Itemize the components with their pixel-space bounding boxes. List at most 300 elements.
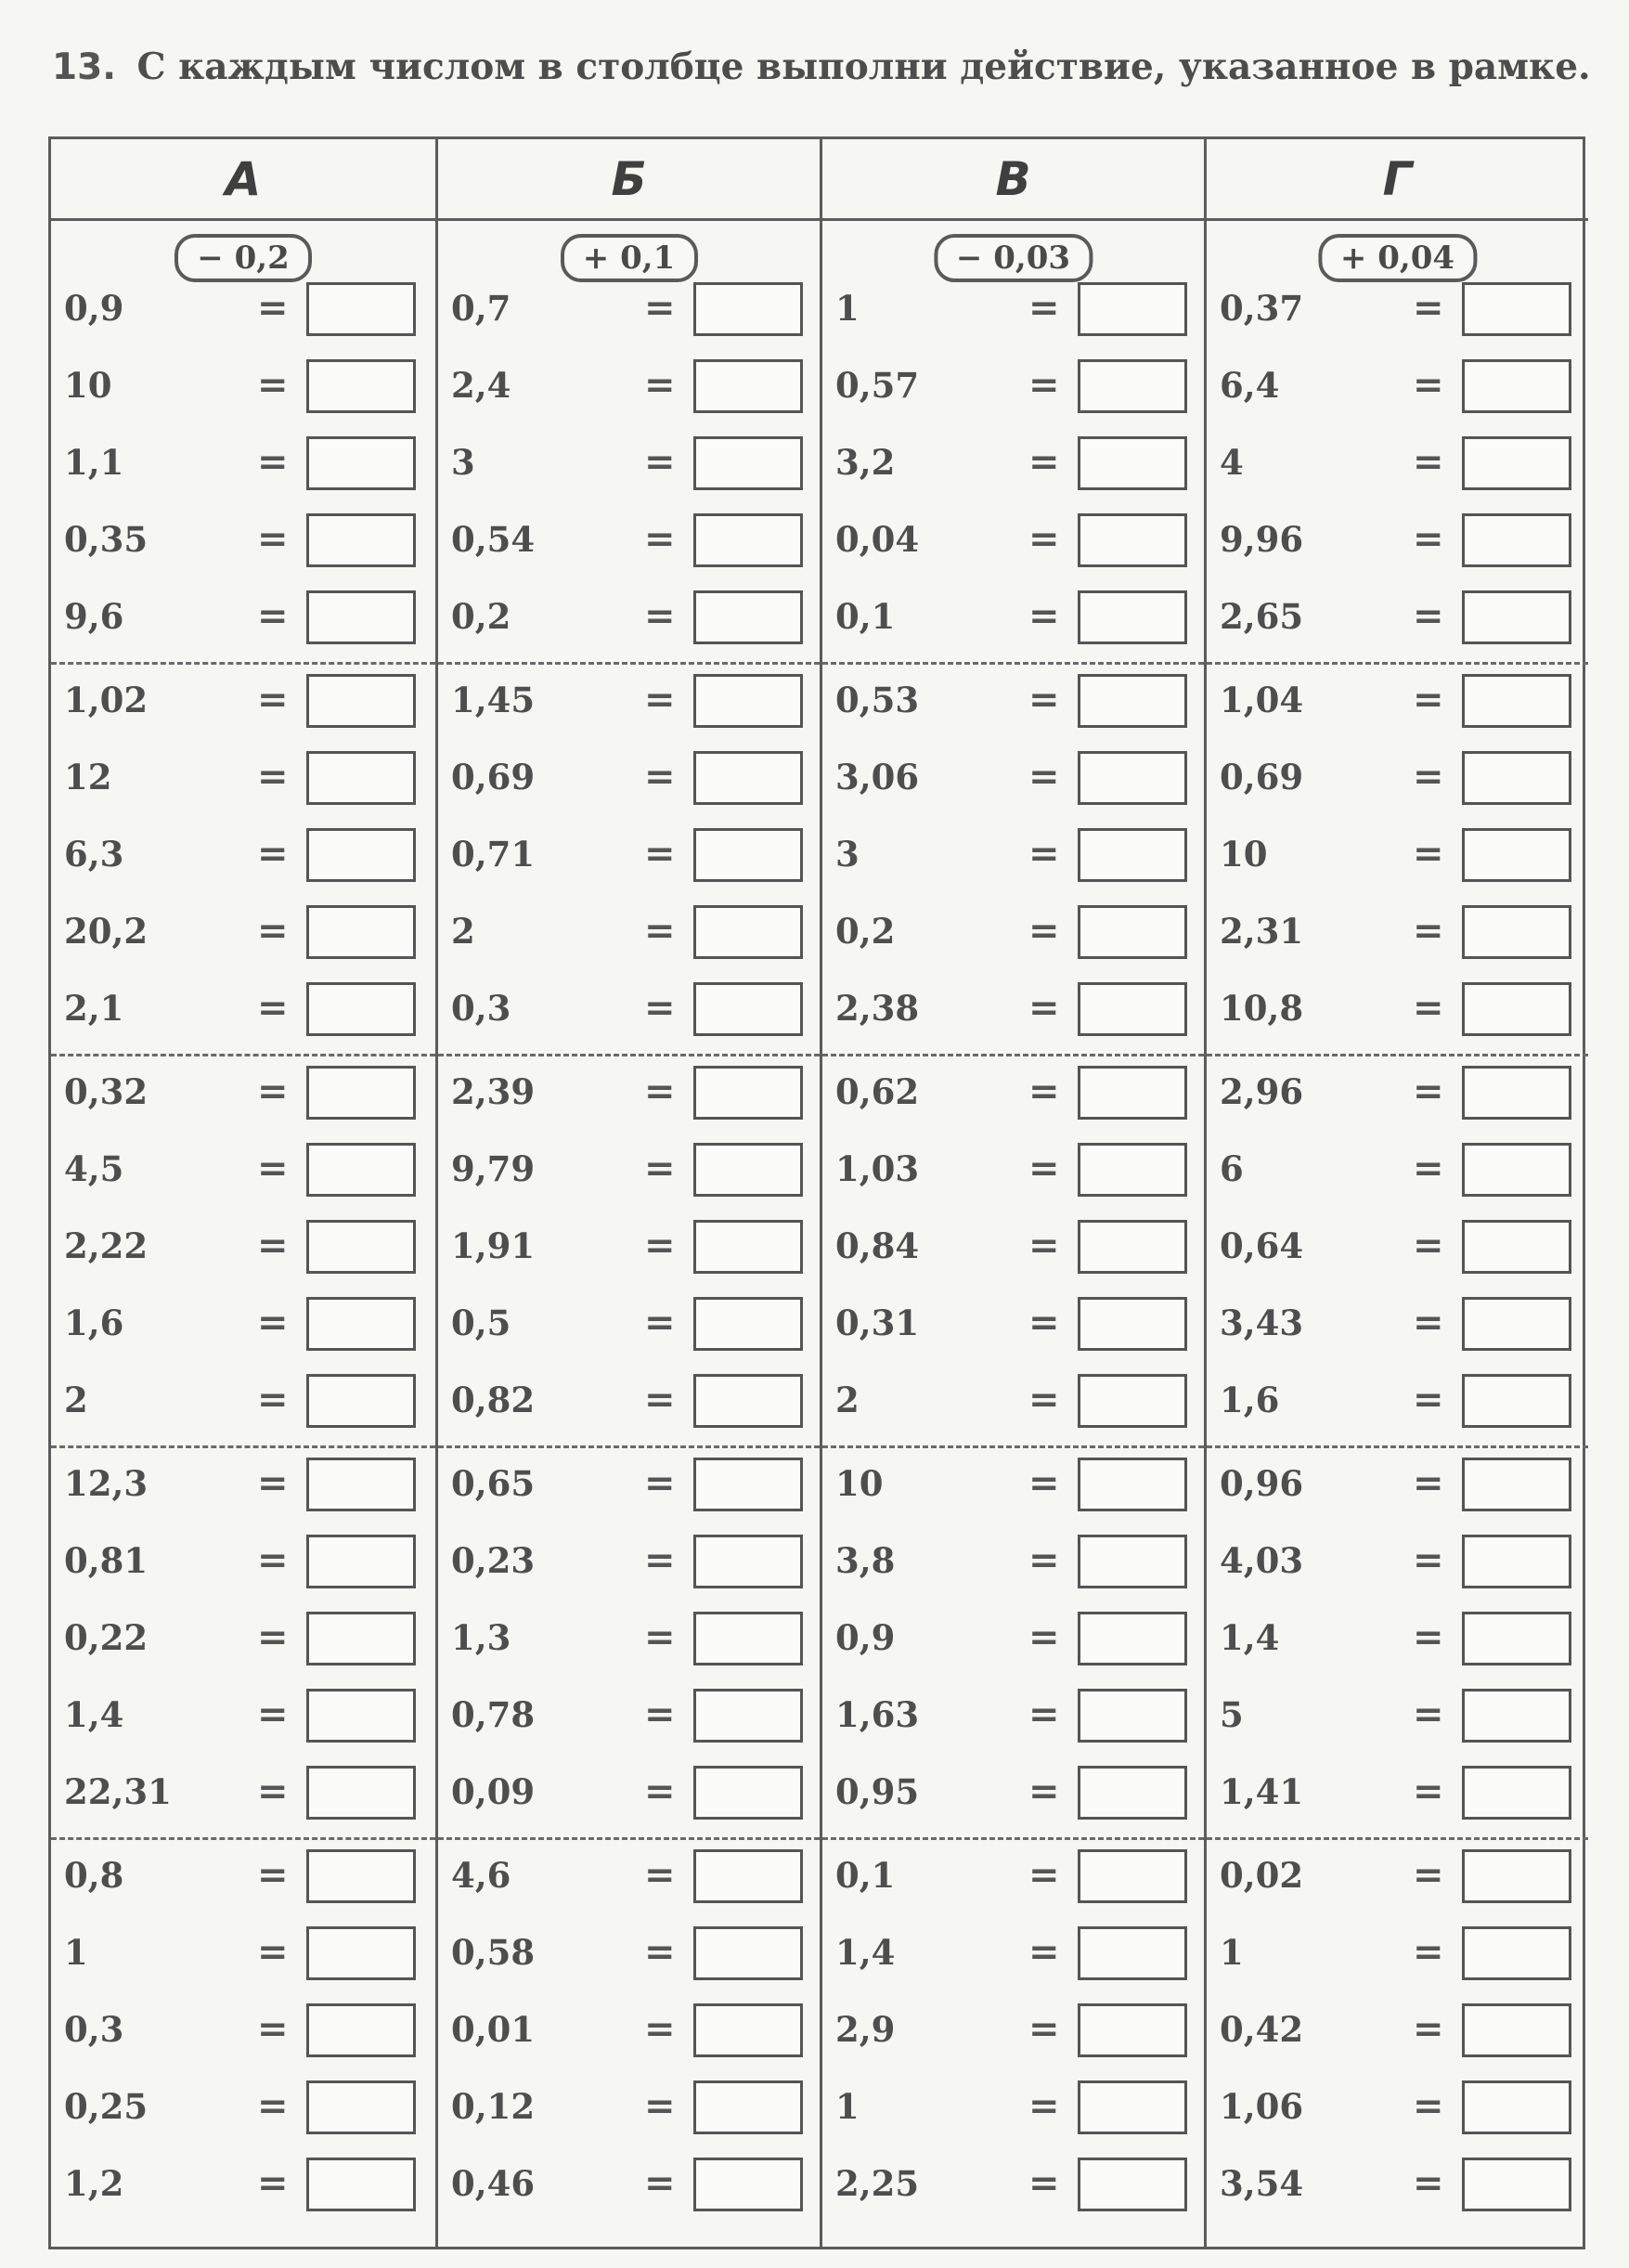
exercise-row [51, 744, 435, 821]
operand-value: 0,04 [835, 519, 920, 560]
equals-sign: = [644, 678, 676, 721]
operand-value: 1,02 [64, 680, 149, 720]
answer-box[interactable] [693, 513, 803, 567]
equals-sign: = [1413, 1224, 1444, 1267]
answer-box[interactable] [1078, 1766, 1187, 1820]
equals-sign: = [644, 1069, 676, 1113]
equals-sign: = [644, 440, 676, 484]
operand-value: 0,78 [451, 1694, 536, 1735]
exercise-row [438, 583, 820, 660]
answer-box[interactable] [1078, 282, 1187, 336]
operand-value: 2,25 [835, 2163, 920, 2204]
exercise-row [51, 352, 435, 429]
answer-box[interactable] [1078, 674, 1187, 728]
row-group [1207, 1445, 1588, 1835]
exercise-row [438, 1450, 820, 1527]
operand-value: 3 [835, 834, 860, 875]
exercise-row [822, 2073, 1204, 2150]
equals-sign: = [1028, 2161, 1060, 2205]
answer-box[interactable] [1462, 1689, 1571, 1743]
operand-value: 0,09 [451, 1771, 536, 1812]
exercise-row [438, 2150, 820, 2227]
operand-value: 0,1 [835, 1855, 896, 1896]
exercise-row [438, 1996, 820, 2073]
equals-sign: = [257, 594, 289, 638]
operand-value: 4,5 [64, 1148, 124, 1189]
answer-box[interactable] [1078, 1143, 1187, 1197]
row-group [438, 1445, 820, 1835]
exercise-row [822, 1212, 1204, 1290]
equals-sign: = [257, 1224, 289, 1267]
answer-box[interactable] [693, 1849, 803, 1903]
equals-sign: = [1413, 1461, 1444, 1505]
operand-value: 1 [835, 288, 860, 329]
answer-box[interactable] [1462, 282, 1571, 336]
column-header: В [822, 139, 1204, 221]
operand-value: 1,4 [64, 1694, 124, 1735]
exercise-row [438, 429, 820, 506]
answer-box[interactable] [306, 1612, 416, 1665]
answer-box[interactable] [693, 751, 803, 805]
answer-box[interactable] [306, 982, 416, 1036]
operand-value: 1,06 [1220, 2086, 1304, 2127]
operand-value: 0,46 [451, 2163, 536, 2204]
equals-sign: = [644, 1769, 676, 1813]
exercise-row [51, 1135, 435, 1212]
exercise-row [438, 1135, 820, 1212]
answer-box[interactable] [1078, 751, 1187, 805]
exercise-row [1207, 667, 1588, 744]
operand-value: 1,04 [1220, 680, 1304, 720]
answer-box[interactable] [306, 751, 416, 805]
row-group [438, 1054, 820, 1444]
row-group [822, 1445, 1204, 1835]
operand-value: 12 [64, 757, 112, 797]
exercise-row [438, 1058, 820, 1135]
operand-value: 2,65 [1220, 596, 1304, 637]
operand-value: 0,84 [835, 1225, 920, 1266]
answer-box[interactable] [1462, 1297, 1571, 1351]
operand-value: 0,57 [835, 365, 920, 406]
answer-box[interactable] [693, 1297, 803, 1351]
answer-box[interactable] [1462, 1612, 1571, 1665]
answer-box[interactable] [693, 1535, 803, 1588]
exercise-row [438, 667, 820, 744]
row-group [51, 1837, 435, 2227]
equals-sign: = [644, 1853, 676, 1897]
equals-sign: = [644, 2007, 676, 2051]
operand-value: 1,3 [451, 1617, 511, 1658]
equals-sign: = [1413, 1615, 1444, 1659]
equals-sign: = [1413, 2161, 1444, 2205]
answer-box[interactable] [306, 1926, 416, 1980]
row-group [822, 275, 1204, 660]
exercise-row [822, 352, 1204, 429]
answer-box[interactable] [1462, 1766, 1571, 1820]
row-group [1207, 1837, 1588, 2227]
answer-box[interactable] [306, 513, 416, 567]
exercise-row [822, 583, 1204, 660]
equals-sign: = [1028, 1769, 1060, 1813]
answer-box[interactable] [1078, 1612, 1187, 1665]
answer-box[interactable] [306, 590, 416, 644]
equals-sign: = [1028, 286, 1060, 330]
answer-box[interactable] [1462, 513, 1571, 567]
exercise-row [51, 1367, 435, 1444]
operand-value: 0,32 [64, 1071, 149, 1112]
answer-box[interactable] [1462, 1143, 1571, 1197]
answer-box[interactable] [693, 1143, 803, 1197]
row-group [822, 1837, 1204, 2227]
exercise-row [822, 1367, 1204, 1444]
exercise-row [1207, 744, 1588, 821]
answer-box[interactable] [693, 1458, 803, 1511]
equals-sign: = [1413, 1930, 1444, 1974]
exercise-row [51, 506, 435, 583]
exercise-row [438, 1604, 820, 1681]
column-header: А [51, 139, 435, 221]
answer-box[interactable] [306, 1297, 416, 1351]
equals-sign: = [644, 594, 676, 638]
answer-box[interactable] [1078, 2003, 1187, 2057]
answer-box[interactable] [1462, 1926, 1571, 1980]
equals-sign: = [1028, 2007, 1060, 2051]
answer-box[interactable] [306, 2080, 416, 2134]
answer-box[interactable] [306, 1458, 416, 1511]
answer-box[interactable] [693, 1766, 803, 1820]
equals-sign: = [644, 2161, 676, 2205]
answer-box[interactable] [306, 1535, 416, 1588]
column-header: Б [438, 139, 820, 221]
answer-box[interactable] [693, 1689, 803, 1743]
operand-value: 0,3 [451, 988, 511, 1029]
equals-sign: = [1028, 1615, 1060, 1659]
answer-box[interactable] [1078, 2080, 1187, 2134]
equals-sign: = [257, 1692, 289, 1736]
answer-box[interactable] [1462, 1849, 1571, 1903]
operand-value: 2,38 [835, 988, 920, 1029]
answer-box[interactable] [1462, 828, 1571, 882]
exercise-row [438, 1842, 820, 1919]
equals-sign: = [257, 1538, 289, 1582]
answer-box[interactable] [1462, 905, 1571, 959]
operand-value: 2,1 [64, 988, 124, 1029]
equals-sign: = [1413, 1538, 1444, 1582]
answer-box[interactable] [306, 1766, 416, 1820]
answer-box[interactable] [1078, 1535, 1187, 1588]
equals-sign: = [644, 1615, 676, 1659]
operand-value: 6,4 [1220, 365, 1280, 406]
operand-value: 0,2 [835, 911, 896, 952]
row-group [1207, 275, 1588, 660]
answer-box[interactable] [693, 282, 803, 336]
answer-box[interactable] [306, 359, 416, 413]
operand-value: 3,06 [835, 757, 920, 797]
operand-value: 3 [451, 442, 475, 483]
exercise-row [51, 667, 435, 744]
exercise-row [822, 1842, 1204, 1919]
exercise-row [438, 898, 820, 975]
equals-sign: = [644, 832, 676, 875]
equals-sign: = [257, 1461, 289, 1505]
exercise-row [822, 2150, 1204, 2227]
answer-box[interactable] [1462, 751, 1571, 805]
equals-sign: = [1028, 986, 1060, 1030]
equals-sign: = [644, 1930, 676, 1974]
exercise-row [1207, 1058, 1588, 1135]
answer-box[interactable] [1462, 2158, 1571, 2211]
answer-box[interactable] [1462, 2003, 1571, 2057]
answer-box[interactable] [1078, 1066, 1187, 1120]
answer-box[interactable] [693, 436, 803, 490]
row-group [51, 1445, 435, 1835]
equals-sign: = [1028, 1069, 1060, 1113]
answer-box[interactable] [693, 1612, 803, 1665]
equals-sign: = [1028, 1378, 1060, 1421]
operand-value: 0,42 [1220, 2009, 1304, 2050]
column-2 [820, 139, 1204, 2247]
exercise-row [438, 1919, 820, 1996]
operand-value: 0,8 [64, 1855, 124, 1896]
answer-box[interactable] [306, 1689, 416, 1743]
exercise-row [1207, 821, 1588, 898]
exercise-row [1207, 2073, 1588, 2150]
equals-sign: = [257, 286, 289, 330]
answer-box[interactable] [306, 905, 416, 959]
exercise-row [51, 1212, 435, 1290]
answer-box[interactable] [306, 1143, 416, 1197]
operand-value: 2 [451, 911, 475, 952]
equals-sign: = [257, 755, 289, 798]
row-group [1207, 1054, 1588, 1444]
answer-box[interactable] [1462, 436, 1571, 490]
operand-value: 9,96 [1220, 519, 1304, 560]
operand-value: 0,37 [1220, 288, 1304, 329]
operand-value: 9,6 [64, 596, 124, 637]
equals-sign: = [1028, 1692, 1060, 1736]
answer-box[interactable] [306, 1849, 416, 1903]
equals-sign: = [257, 2161, 289, 2205]
equals-sign: = [1028, 755, 1060, 798]
operand-value: 1,41 [1220, 1771, 1304, 1812]
answer-box[interactable] [693, 1066, 803, 1120]
answer-box[interactable] [693, 2080, 803, 2134]
operand-value: 2,39 [451, 1071, 536, 1112]
operand-value: 3,43 [1220, 1302, 1304, 1343]
operand-value: 0,54 [451, 519, 536, 560]
operand-value: 0,95 [835, 1771, 920, 1812]
exercise-row [822, 975, 1204, 1052]
equals-sign: = [1413, 286, 1444, 330]
exercise-row [438, 1212, 820, 1290]
answer-box[interactable] [693, 2003, 803, 2057]
answer-box[interactable] [693, 982, 803, 1036]
answer-box[interactable] [1078, 982, 1187, 1036]
answer-box[interactable] [693, 828, 803, 882]
answer-box[interactable] [306, 436, 416, 490]
equals-sign: = [257, 363, 289, 407]
operand-value: 1,03 [835, 1148, 920, 1189]
answer-box[interactable] [1462, 674, 1571, 728]
equals-sign: = [1028, 440, 1060, 484]
operand-value: 0,5 [451, 1302, 511, 1343]
operand-value: 0,69 [1220, 757, 1304, 797]
exercise-row [822, 898, 1204, 975]
answer-box[interactable] [1462, 1066, 1571, 1120]
exercise-row [1207, 2150, 1588, 2227]
equals-sign: = [1028, 678, 1060, 721]
answer-box[interactable] [1078, 1220, 1187, 1274]
answer-box[interactable] [1078, 359, 1187, 413]
answer-box[interactable] [306, 2003, 416, 2057]
operand-value: 0,2 [451, 596, 511, 637]
answer-box[interactable] [693, 590, 803, 644]
answer-box[interactable] [1462, 590, 1571, 644]
operation-frame: + 0,1 [561, 234, 698, 282]
answer-box[interactable] [1078, 1374, 1187, 1428]
answer-box[interactable] [693, 359, 803, 413]
answer-box[interactable] [306, 2158, 416, 2211]
equals-sign: = [1413, 832, 1444, 875]
equals-sign: = [1413, 1147, 1444, 1190]
operand-value: 1,4 [1220, 1617, 1280, 1658]
answer-box[interactable] [1078, 1297, 1187, 1351]
equals-sign: = [257, 2084, 289, 2128]
equals-sign: = [1413, 1853, 1444, 1897]
operand-value: 0,65 [451, 1463, 536, 1504]
operand-value: 0,02 [1220, 1855, 1304, 1896]
exercise-row [438, 975, 820, 1052]
operand-value: 10,8 [1220, 988, 1304, 1029]
equals-sign: = [257, 1769, 289, 1813]
exercise-row [1207, 1842, 1588, 1919]
operand-value: 0,01 [451, 2009, 536, 2050]
operand-value: 0,1 [835, 596, 896, 637]
exercise-row [822, 1290, 1204, 1367]
answer-box[interactable] [1078, 1926, 1187, 1980]
equals-sign: = [1028, 1538, 1060, 1582]
equals-sign: = [1028, 517, 1060, 561]
answer-box[interactable] [693, 905, 803, 959]
exercise-row [51, 2150, 435, 2227]
answer-box[interactable] [1078, 828, 1187, 882]
exercise-row [1207, 1450, 1588, 1527]
equals-sign: = [1028, 1461, 1060, 1505]
answer-box[interactable] [1078, 590, 1187, 644]
exercise-row [438, 1527, 820, 1604]
operand-value: 1,2 [64, 2163, 124, 2204]
answer-box[interactable] [1078, 436, 1187, 490]
answer-box[interactable] [1078, 2158, 1187, 2211]
equals-sign: = [257, 1301, 289, 1344]
equals-sign: = [644, 1378, 676, 1421]
answer-box[interactable] [693, 1220, 803, 1274]
answer-box[interactable] [1462, 982, 1571, 1036]
operand-value: 0,35 [64, 519, 149, 560]
row-group [438, 662, 820, 1052]
operand-value: 0,3 [64, 2009, 124, 2050]
exercise-row [1207, 352, 1588, 429]
exercise-row [51, 429, 435, 506]
answer-box[interactable] [693, 1926, 803, 1980]
answer-box[interactable] [693, 1374, 803, 1428]
worksheet-table [48, 136, 1585, 2249]
operand-value: 6 [1220, 1148, 1244, 1189]
equals-sign: = [644, 1301, 676, 1344]
operand-value: 4 [1220, 442, 1244, 483]
answer-box[interactable] [306, 674, 416, 728]
operand-value: 0,31 [835, 1302, 920, 1343]
answer-box[interactable] [1078, 1689, 1187, 1743]
equals-sign: = [1028, 1147, 1060, 1190]
answer-box[interactable] [693, 674, 803, 728]
exercise-row [438, 821, 820, 898]
equals-sign: = [257, 832, 289, 875]
answer-box[interactable] [1078, 1849, 1187, 1903]
exercise-row [51, 898, 435, 975]
answer-box[interactable] [306, 282, 416, 336]
equals-sign: = [1028, 2084, 1060, 2128]
answer-box[interactable] [1078, 1458, 1187, 1511]
exercise-row [1207, 1290, 1588, 1367]
row-group [51, 1054, 435, 1444]
exercise-row [822, 1681, 1204, 1758]
answer-box[interactable] [1462, 1535, 1571, 1588]
exercise-row [438, 744, 820, 821]
answer-box[interactable] [693, 2158, 803, 2211]
row-group [51, 275, 435, 660]
answer-box[interactable] [1462, 2080, 1571, 2134]
answer-box[interactable] [306, 1066, 416, 1120]
operand-value: 0,12 [451, 2086, 536, 2127]
operand-value: 1,45 [451, 680, 536, 720]
answer-box[interactable] [1078, 513, 1187, 567]
equals-sign: = [1413, 363, 1444, 407]
operand-value: 2,4 [451, 365, 511, 406]
answer-box[interactable] [1078, 905, 1187, 959]
equals-sign: = [644, 1147, 676, 1190]
equals-sign: = [1413, 678, 1444, 721]
row-group [822, 1054, 1204, 1444]
operand-value: 2,31 [1220, 911, 1304, 952]
answer-box[interactable] [1462, 1374, 1571, 1428]
answer-box[interactable] [1462, 359, 1571, 413]
equals-sign: = [257, 909, 289, 953]
operand-value: 10 [835, 1463, 884, 1504]
equals-sign: = [1028, 1853, 1060, 1897]
operand-value: 2 [64, 1380, 88, 1420]
task-statement [52, 35, 1591, 99]
operand-value: 1,4 [835, 1932, 896, 1973]
answer-box[interactable] [1462, 1220, 1571, 1274]
operand-value: 1,6 [1220, 1380, 1280, 1420]
row-group [822, 662, 1204, 1052]
equals-sign: = [644, 1538, 676, 1582]
answer-box[interactable] [306, 1374, 416, 1428]
exercise-row [51, 1290, 435, 1367]
answer-box[interactable] [1462, 1458, 1571, 1511]
answer-box[interactable] [306, 1220, 416, 1274]
exercise-row [438, 2073, 820, 2150]
operand-value: 3,2 [835, 442, 896, 483]
operand-value: 0,9 [835, 1617, 896, 1658]
answer-box[interactable] [306, 828, 416, 882]
column-3 [1204, 139, 1588, 2247]
equals-sign: = [1028, 363, 1060, 407]
equals-sign: = [257, 1930, 289, 1974]
equals-sign: = [1413, 1301, 1444, 1344]
operand-value: 2,22 [64, 1225, 149, 1266]
